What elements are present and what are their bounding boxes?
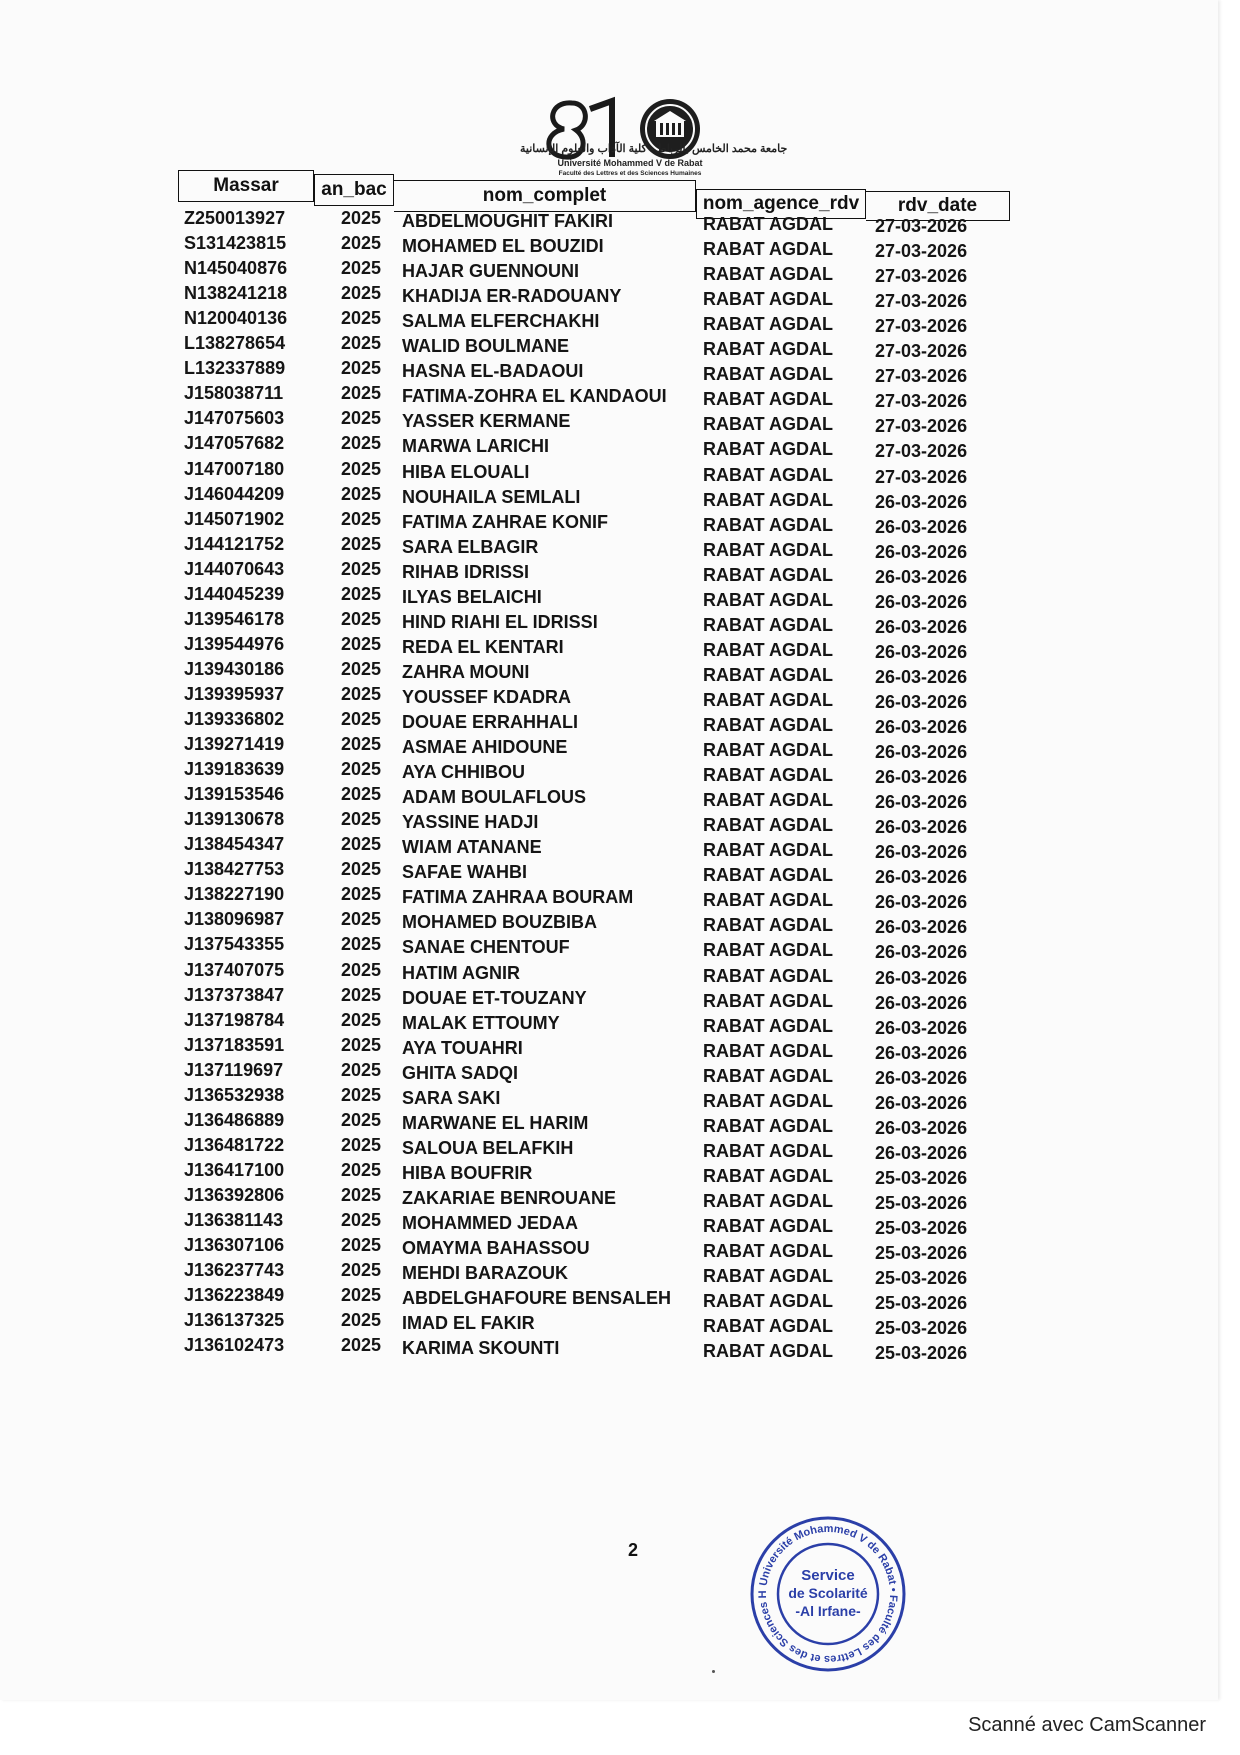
logo-arabic-text: جامعة محمد الخامس بالرباط - كلية الآداب والعلوم الإنسانية bbox=[520, 143, 788, 155]
cell-massar: J136381143 bbox=[184, 1210, 284, 1230]
table-row bbox=[0, 1160, 1240, 1188]
cell-an-bac: 2025 bbox=[341, 283, 382, 304]
column-header-label: an_bac bbox=[321, 179, 387, 200]
cell-an-bac: 2025 bbox=[341, 1310, 382, 1331]
cell-nom-complet: OMAYMA BAHASSOU bbox=[402, 1238, 590, 1259]
cell-nom-agence-rdv: RABAT AGDAL bbox=[703, 865, 833, 886]
cell-nom-complet: DOUAE ERRAHHALI bbox=[402, 712, 579, 732]
cell-massar: L132337889 bbox=[184, 358, 286, 379]
cell-rdv-date: 27-03-2026 bbox=[875, 391, 968, 412]
cell-an-bac: 2025 bbox=[341, 1335, 382, 1356]
cell-rdv-date: 26-03-2026 bbox=[875, 742, 968, 763]
cell-nom-complet: KHADIJA ER-RADOUANY bbox=[402, 286, 622, 307]
cell-nom-complet: SALMA ELFERCHAKHI bbox=[402, 311, 600, 332]
table-row bbox=[0, 709, 1240, 737]
cell-nom-agence-rdv: RABAT AGDAL bbox=[703, 840, 833, 861]
cell-an-bac: 2025 bbox=[341, 458, 382, 479]
column-header-an-bac bbox=[314, 174, 394, 206]
cell-massar: J138427753 bbox=[184, 859, 285, 880]
cell-rdv-date: 25-03-2026 bbox=[875, 1192, 968, 1213]
table-row bbox=[0, 233, 1240, 261]
cell-nom-agence-rdv: RABAT AGDAL bbox=[703, 1316, 833, 1337]
cell-an-bac: 2025 bbox=[341, 1159, 382, 1180]
cell-rdv-date: 26-03-2026 bbox=[875, 917, 968, 938]
table-row bbox=[0, 208, 1240, 236]
cell-nom-agence-rdv: RABAT AGDAL bbox=[703, 614, 833, 635]
cell-nom-agence-rdv: RABAT AGDAL bbox=[703, 740, 833, 761]
cell-nom-complet: AYA TOUAHRI bbox=[402, 1037, 523, 1058]
table-row bbox=[0, 784, 1240, 812]
cell-massar: J136137325 bbox=[184, 1310, 285, 1331]
cell-nom-agence-rdv: RABAT AGDAL bbox=[703, 314, 833, 335]
cell-an-bac: 2025 bbox=[341, 658, 382, 679]
cell-rdv-date: 25-03-2026 bbox=[875, 1268, 968, 1289]
cell-nom-agence-rdv: RABAT AGDAL bbox=[703, 1266, 833, 1287]
cell-nom-agence-rdv: RABAT AGDAL bbox=[703, 765, 833, 786]
cell-massar: J139395937 bbox=[184, 683, 285, 704]
cell-nom-agence-rdv: RABAT AGDAL bbox=[703, 1165, 833, 1186]
table-row bbox=[0, 1310, 1240, 1338]
cell-nom-agence-rdv: RABAT AGDAL bbox=[703, 339, 833, 360]
cell-massar: J139546178 bbox=[184, 608, 285, 629]
cell-massar: J137407075 bbox=[184, 959, 285, 980]
cell-rdv-date: 26-03-2026 bbox=[875, 892, 968, 913]
cell-rdv-date: 27-03-2026 bbox=[875, 466, 968, 487]
cell-nom-complet: FATIMA-ZOHRA EL KANDAOUI bbox=[402, 386, 667, 407]
cell-nom-complet: FATIMA ZAHRAE KONIF bbox=[402, 511, 608, 532]
cell-rdv-date: 27-03-2026 bbox=[875, 416, 968, 437]
cell-nom-agence-rdv: RABAT AGDAL bbox=[703, 639, 833, 660]
cell-an-bac: 2025 bbox=[341, 433, 382, 454]
cell-nom-complet: YASSER KERMANE bbox=[402, 411, 571, 432]
cell-nom-complet: HASNA EL-BADAOUI bbox=[402, 361, 584, 382]
stamp-ring-text: Université Mohammed V de Rabat • Faculté des Lettres et des Sciences H bbox=[756, 1522, 900, 1666]
cell-rdv-date: 27-03-2026 bbox=[875, 316, 968, 337]
cell-an-bac: 2025 bbox=[341, 959, 382, 980]
cell-an-bac: 2025 bbox=[341, 784, 382, 805]
stamp-line-3: -Al Irfane- bbox=[795, 1603, 861, 1619]
cell-rdv-date: 25-03-2026 bbox=[875, 1293, 968, 1314]
cell-rdv-date: 26-03-2026 bbox=[875, 1092, 968, 1113]
cell-nom-agence-rdv: RABAT AGDAL bbox=[703, 514, 833, 535]
cell-rdv-date: 27-03-2026 bbox=[875, 266, 968, 287]
table-row bbox=[0, 383, 1240, 411]
table-row bbox=[0, 734, 1240, 762]
table-row bbox=[0, 1110, 1240, 1138]
column-header-label: rdv_date bbox=[897, 195, 978, 216]
cell-rdv-date: 26-03-2026 bbox=[875, 566, 968, 587]
cell-nom-agence-rdv: RABAT AGDAL bbox=[703, 915, 833, 936]
cell-nom-agence-rdv: RABAT AGDAL bbox=[703, 940, 833, 961]
cell-an-bac: 2025 bbox=[341, 683, 382, 704]
cell-nom-agence-rdv: RABAT AGDAL bbox=[703, 689, 833, 710]
cell-nom-complet: IMAD EL FAKIR bbox=[402, 1313, 535, 1334]
cell-rdv-date: 26-03-2026 bbox=[875, 767, 968, 788]
cell-rdv-date: 26-03-2026 bbox=[875, 967, 968, 988]
cell-nom-complet: HAJAR GUENNOUNI bbox=[402, 261, 580, 282]
cell-rdv-date: 27-03-2026 bbox=[875, 441, 968, 462]
table-row bbox=[0, 1085, 1240, 1113]
cell-massar: J147007180 bbox=[184, 458, 285, 479]
table-row bbox=[0, 659, 1240, 687]
cell-rdv-date: 26-03-2026 bbox=[875, 792, 968, 813]
cell-nom-agence-rdv: RABAT AGDAL bbox=[703, 464, 833, 485]
cell-nom-complet: HIND RIAHI EL IDRISSI bbox=[402, 611, 598, 632]
cell-rdv-date: 25-03-2026 bbox=[875, 1167, 968, 1188]
cell-an-bac: 2025 bbox=[341, 1210, 382, 1230]
table-row bbox=[0, 634, 1240, 662]
table-row bbox=[0, 358, 1240, 386]
cell-rdv-date: 26-03-2026 bbox=[875, 591, 968, 612]
cell-nom-complet: SALOUA BELAFKIH bbox=[402, 1137, 574, 1158]
scan-speck bbox=[712, 1670, 715, 1673]
cell-nom-complet: SANAE CHENTOUF bbox=[402, 937, 570, 958]
cell-massar: J137183591 bbox=[184, 1034, 285, 1055]
cell-rdv-date: 26-03-2026 bbox=[875, 1042, 968, 1063]
table-row bbox=[0, 584, 1240, 612]
cell-nom-agence-rdv: RABAT AGDAL bbox=[703, 815, 833, 836]
cell-nom-agence-rdv: RABAT AGDAL bbox=[703, 439, 833, 460]
cell-massar: J139271419 bbox=[184, 734, 285, 755]
cell-nom-complet: NOUHAILA SEMLALI bbox=[402, 486, 581, 507]
cell-an-bac: 2025 bbox=[341, 1184, 382, 1205]
logo-university-text: Université Mohammed V de Rabat bbox=[557, 158, 703, 168]
cell-rdv-date: 26-03-2026 bbox=[875, 1142, 968, 1163]
cell-rdv-date: 26-03-2026 bbox=[875, 1117, 968, 1138]
cell-an-bac: 2025 bbox=[341, 934, 382, 955]
cell-massar: J136417100 bbox=[184, 1159, 285, 1180]
column-header-label: Massar bbox=[213, 175, 279, 196]
cell-rdv-date: 26-03-2026 bbox=[875, 1067, 968, 1088]
table-row bbox=[0, 759, 1240, 787]
cell-nom-complet: MOHAMED EL BOUZIDI bbox=[402, 236, 604, 257]
cell-an-bac: 2025 bbox=[341, 1059, 382, 1080]
cell-nom-agence-rdv: RABAT AGDAL bbox=[703, 1341, 833, 1362]
cell-nom-complet: SAFAE WAHBI bbox=[402, 862, 528, 883]
cell-an-bac: 2025 bbox=[341, 258, 382, 279]
cell-nom-agence-rdv: RABAT AGDAL bbox=[703, 664, 833, 685]
cell-rdv-date: 26-03-2026 bbox=[875, 867, 968, 888]
cell-an-bac: 2025 bbox=[341, 909, 382, 930]
cell-an-bac: 2025 bbox=[341, 1260, 382, 1281]
table-row bbox=[0, 859, 1240, 887]
cell-nom-complet: SARA ELBAGIR bbox=[402, 536, 539, 557]
cell-nom-complet: GHITA SADQI bbox=[402, 1062, 518, 1083]
cell-rdv-date: 26-03-2026 bbox=[875, 842, 968, 863]
cell-nom-complet: MALAK ETTOUMY bbox=[402, 1012, 560, 1033]
cell-rdv-date: 27-03-2026 bbox=[875, 216, 968, 236]
cell-nom-agence-rdv: RABAT AGDAL bbox=[703, 1216, 833, 1236]
cell-nom-complet: ZAKARIAE BENROUANE bbox=[402, 1187, 617, 1208]
column-header-label: nom_agence_rdv bbox=[702, 193, 860, 214]
cell-nom-agence-rdv: RABAT AGDAL bbox=[703, 1291, 833, 1312]
cell-massar: J139336802 bbox=[184, 709, 285, 729]
cell-an-bac: 2025 bbox=[341, 633, 382, 654]
cell-an-bac: 2025 bbox=[341, 984, 382, 1005]
table-row bbox=[0, 433, 1240, 461]
cell-nom-complet: SARA SAKI bbox=[402, 1087, 501, 1108]
cell-nom-agence-rdv: RABAT AGDAL bbox=[703, 389, 833, 410]
cell-nom-complet: YOUSSEF KDADRA bbox=[402, 686, 572, 707]
cell-nom-agence-rdv: RABAT AGDAL bbox=[703, 965, 833, 986]
cell-massar: Z250013927 bbox=[184, 208, 286, 228]
cell-nom-complet: RIHAB IDRISSI bbox=[402, 561, 530, 582]
cell-nom-agence-rdv: RABAT AGDAL bbox=[703, 364, 833, 385]
cell-an-bac: 2025 bbox=[341, 483, 382, 504]
table-row bbox=[0, 459, 1240, 487]
cell-rdv-date: 25-03-2026 bbox=[875, 1318, 968, 1339]
cell-an-bac: 2025 bbox=[341, 759, 382, 780]
cell-nom-complet: ZAHRA MOUNI bbox=[402, 661, 530, 682]
cell-massar: J137543355 bbox=[184, 934, 285, 955]
cell-an-bac: 2025 bbox=[341, 533, 382, 554]
cell-an-bac: 2025 bbox=[341, 1009, 382, 1030]
cell-nom-agence-rdv: RABAT AGDAL bbox=[703, 539, 833, 560]
cell-nom-complet: ILYAS BELAICHI bbox=[402, 586, 542, 607]
cell-rdv-date: 25-03-2026 bbox=[875, 1218, 968, 1238]
cell-an-bac: 2025 bbox=[341, 358, 382, 379]
table-row bbox=[0, 1285, 1240, 1313]
table-row bbox=[0, 1185, 1240, 1213]
cell-massar: J145071902 bbox=[184, 508, 285, 529]
cell-an-bac: 2025 bbox=[341, 709, 382, 729]
cell-massar: J144070643 bbox=[184, 558, 285, 579]
cell-rdv-date: 26-03-2026 bbox=[875, 541, 968, 562]
cell-nom-complet: MEHDI BARAZOUK bbox=[402, 1263, 568, 1284]
cell-massar: J137198784 bbox=[184, 1009, 285, 1030]
cell-massar: J136392806 bbox=[184, 1184, 285, 1205]
table-row bbox=[0, 283, 1240, 311]
camscanner-watermark: Scanné avec CamScanner bbox=[968, 1714, 1206, 1736]
cell-nom-complet: ABDELGHAFOURE BENSALEH bbox=[402, 1288, 672, 1309]
table-row bbox=[0, 985, 1240, 1013]
cell-nom-agence-rdv: RABAT AGDAL bbox=[703, 589, 833, 610]
cell-nom-agence-rdv: RABAT AGDAL bbox=[703, 990, 833, 1011]
table-row bbox=[0, 1060, 1240, 1088]
cell-massar: L138278654 bbox=[184, 333, 286, 354]
cell-nom-agence-rdv: RABAT AGDAL bbox=[703, 715, 833, 735]
cell-nom-agence-rdv: RABAT AGDAL bbox=[703, 264, 833, 285]
logo-faculty-text: Faculté des Lettres et des Sciences Humaines bbox=[558, 170, 702, 177]
cell-massar: J138096987 bbox=[184, 909, 285, 930]
cell-an-bac: 2025 bbox=[341, 1285, 382, 1306]
table-row bbox=[0, 1335, 1240, 1363]
cell-rdv-date: 25-03-2026 bbox=[875, 1343, 968, 1364]
cell-nom-agence-rdv: RABAT AGDAL bbox=[703, 1241, 833, 1262]
cell-massar: J136237743 bbox=[184, 1260, 285, 1281]
cell-an-bac: 2025 bbox=[341, 208, 382, 228]
cell-an-bac: 2025 bbox=[341, 1109, 382, 1130]
column-header-label: nom_complet bbox=[482, 185, 607, 206]
cell-rdv-date: 27-03-2026 bbox=[875, 341, 968, 362]
table-row bbox=[0, 308, 1240, 336]
cell-nom-complet: MOHAMMED JEDAA bbox=[402, 1213, 579, 1233]
cell-nom-agence-rdv: RABAT AGDAL bbox=[703, 289, 833, 310]
cell-nom-agence-rdv: RABAT AGDAL bbox=[703, 1190, 833, 1211]
table-row bbox=[0, 534, 1240, 562]
table-row bbox=[0, 1210, 1240, 1238]
cell-rdv-date: 26-03-2026 bbox=[875, 1017, 968, 1038]
cell-rdv-date: 26-03-2026 bbox=[875, 717, 968, 737]
table-row bbox=[0, 408, 1240, 436]
table-row bbox=[0, 484, 1240, 512]
cell-nom-complet: ADAM BOULAFLOUS bbox=[402, 787, 586, 808]
cell-nom-agence-rdv: RABAT AGDAL bbox=[703, 214, 833, 234]
cell-nom-agence-rdv: RABAT AGDAL bbox=[703, 1065, 833, 1086]
column-header-massar bbox=[178, 170, 314, 202]
table-row bbox=[0, 609, 1240, 637]
cell-massar: J158038711 bbox=[184, 383, 284, 404]
cell-rdv-date: 26-03-2026 bbox=[875, 516, 968, 537]
cell-nom-agence-rdv: RABAT AGDAL bbox=[703, 1090, 833, 1111]
cell-rdv-date: 25-03-2026 bbox=[875, 1243, 968, 1264]
cell-massar: J136481722 bbox=[184, 1134, 285, 1155]
scolarite-stamp bbox=[748, 1514, 908, 1674]
cell-massar: J144121752 bbox=[184, 533, 285, 554]
table-row bbox=[0, 834, 1240, 862]
cell-massar: S131423815 bbox=[184, 233, 287, 254]
cell-nom-complet: DOUAE ET-TOUZANY bbox=[402, 987, 587, 1008]
cell-an-bac: 2025 bbox=[341, 859, 382, 880]
cell-an-bac: 2025 bbox=[341, 408, 382, 429]
cell-an-bac: 2025 bbox=[341, 1084, 382, 1105]
cell-massar: J146044209 bbox=[184, 483, 285, 504]
cell-rdv-date: 26-03-2026 bbox=[875, 666, 968, 687]
table-row bbox=[0, 1260, 1240, 1288]
page-number: 2 bbox=[628, 1540, 639, 1560]
cell-rdv-date: 27-03-2026 bbox=[875, 366, 968, 387]
cell-massar: J136486889 bbox=[184, 1109, 285, 1130]
cell-nom-complet: WIAM ATANANE bbox=[402, 837, 542, 858]
stamp-line-1: Service bbox=[801, 1567, 855, 1584]
cell-massar: J147075603 bbox=[184, 408, 285, 429]
cell-nom-agence-rdv: RABAT AGDAL bbox=[703, 790, 833, 811]
stamp-line-2: de Scolarité bbox=[788, 1585, 868, 1601]
cell-nom-complet: WALID BOULMANE bbox=[402, 336, 569, 357]
cell-nom-complet: MARWA LARICHI bbox=[402, 436, 549, 457]
table-row bbox=[0, 809, 1240, 837]
cell-rdv-date: 26-03-2026 bbox=[875, 641, 968, 662]
cell-massar: J136307106 bbox=[184, 1235, 285, 1256]
cell-massar: J139183639 bbox=[184, 759, 285, 780]
cell-nom-complet: HATIM AGNIR bbox=[402, 962, 520, 983]
cell-an-bac: 2025 bbox=[341, 583, 382, 604]
cell-an-bac: 2025 bbox=[341, 558, 382, 579]
cell-rdv-date: 26-03-2026 bbox=[875, 691, 968, 712]
cell-nom-complet: HIBA BOUFRIR bbox=[402, 1162, 533, 1183]
cell-massar: J136532938 bbox=[184, 1084, 285, 1105]
cell-an-bac: 2025 bbox=[341, 884, 382, 905]
cell-an-bac: 2025 bbox=[341, 608, 382, 629]
cell-massar: N120040136 bbox=[184, 308, 288, 329]
cell-nom-agence-rdv: RABAT AGDAL bbox=[703, 1015, 833, 1036]
cell-an-bac: 2025 bbox=[341, 734, 382, 755]
cell-nom-complet: KARIMA SKOUNTI bbox=[402, 1338, 560, 1359]
table-row bbox=[0, 333, 1240, 361]
table-row bbox=[0, 684, 1240, 712]
cell-an-bac: 2025 bbox=[341, 1034, 382, 1055]
cell-nom-agence-rdv: RABAT AGDAL bbox=[703, 489, 833, 510]
table-row bbox=[0, 1235, 1240, 1263]
cell-massar: J136102473 bbox=[184, 1335, 285, 1356]
cell-rdv-date: 26-03-2026 bbox=[875, 817, 968, 838]
cell-nom-complet: MOHAMED BOUZBIBA bbox=[402, 912, 597, 933]
cell-massar: J139544976 bbox=[184, 633, 285, 654]
cell-nom-agence-rdv: RABAT AGDAL bbox=[703, 1115, 833, 1136]
cell-nom-complet: REDA EL KENTARI bbox=[402, 636, 564, 657]
cell-massar: J144045239 bbox=[184, 583, 285, 604]
cell-an-bac: 2025 bbox=[341, 1134, 382, 1155]
cell-rdv-date: 26-03-2026 bbox=[875, 942, 968, 963]
table-row bbox=[0, 1010, 1240, 1038]
cell-nom-agence-rdv: RABAT AGDAL bbox=[703, 1040, 833, 1061]
table-row bbox=[0, 934, 1240, 962]
cell-nom-agence-rdv: RABAT AGDAL bbox=[703, 414, 833, 435]
cell-an-bac: 2025 bbox=[341, 333, 382, 354]
cell-nom-complet: ABDELMOUGHIT FAKIRI bbox=[402, 211, 613, 231]
cell-massar: N145040876 bbox=[184, 258, 288, 279]
cell-massar: J138227190 bbox=[184, 884, 285, 905]
cell-nom-complet: AYA CHHIBOU bbox=[402, 762, 526, 783]
cell-nom-complet: MARWANE EL HARIM bbox=[402, 1112, 589, 1133]
cell-massar: J139153546 bbox=[184, 784, 285, 805]
cell-rdv-date: 27-03-2026 bbox=[875, 291, 968, 312]
table-row bbox=[0, 909, 1240, 937]
cell-massar: J139430186 bbox=[184, 658, 285, 679]
cell-massar: J137119697 bbox=[184, 1059, 284, 1080]
table-row bbox=[0, 1035, 1240, 1063]
cell-nom-agence-rdv: RABAT AGDAL bbox=[703, 239, 833, 260]
cell-nom-agence-rdv: RABAT AGDAL bbox=[703, 1140, 833, 1161]
cell-massar: J147057682 bbox=[184, 433, 285, 454]
table-row bbox=[0, 960, 1240, 988]
cell-an-bac: 2025 bbox=[341, 308, 382, 329]
table-row bbox=[0, 1135, 1240, 1163]
cell-an-bac: 2025 bbox=[341, 233, 382, 254]
cell-massar: J137373847 bbox=[184, 984, 285, 1005]
cell-rdv-date: 26-03-2026 bbox=[875, 616, 968, 637]
cell-massar: J138454347 bbox=[184, 834, 285, 855]
cell-an-bac: 2025 bbox=[341, 809, 382, 830]
cell-massar: J136223849 bbox=[184, 1285, 285, 1306]
table-row bbox=[0, 509, 1240, 537]
cell-rdv-date: 26-03-2026 bbox=[875, 491, 968, 512]
cell-rdv-date: 27-03-2026 bbox=[875, 241, 968, 262]
table-row bbox=[0, 884, 1240, 912]
cell-nom-complet: HIBA ELOUALI bbox=[402, 461, 530, 482]
cell-rdv-date: 26-03-2026 bbox=[875, 992, 968, 1013]
cell-nom-complet: YASSINE HADJI bbox=[402, 812, 539, 833]
table-row bbox=[0, 559, 1240, 587]
cell-massar: N138241218 bbox=[184, 283, 288, 304]
cell-nom-complet: ASMAE AHIDOUNE bbox=[402, 737, 568, 758]
cell-an-bac: 2025 bbox=[341, 1235, 382, 1256]
cell-nom-complet: FATIMA ZAHRAA BOURAM bbox=[402, 887, 634, 908]
cell-an-bac: 2025 bbox=[341, 383, 382, 404]
cell-nom-agence-rdv: RABAT AGDAL bbox=[703, 564, 833, 585]
cell-massar: J139130678 bbox=[184, 809, 285, 830]
cell-an-bac: 2025 bbox=[341, 834, 382, 855]
cell-an-bac: 2025 bbox=[341, 508, 382, 529]
cell-nom-agence-rdv: RABAT AGDAL bbox=[703, 890, 833, 911]
table-row bbox=[0, 258, 1240, 286]
